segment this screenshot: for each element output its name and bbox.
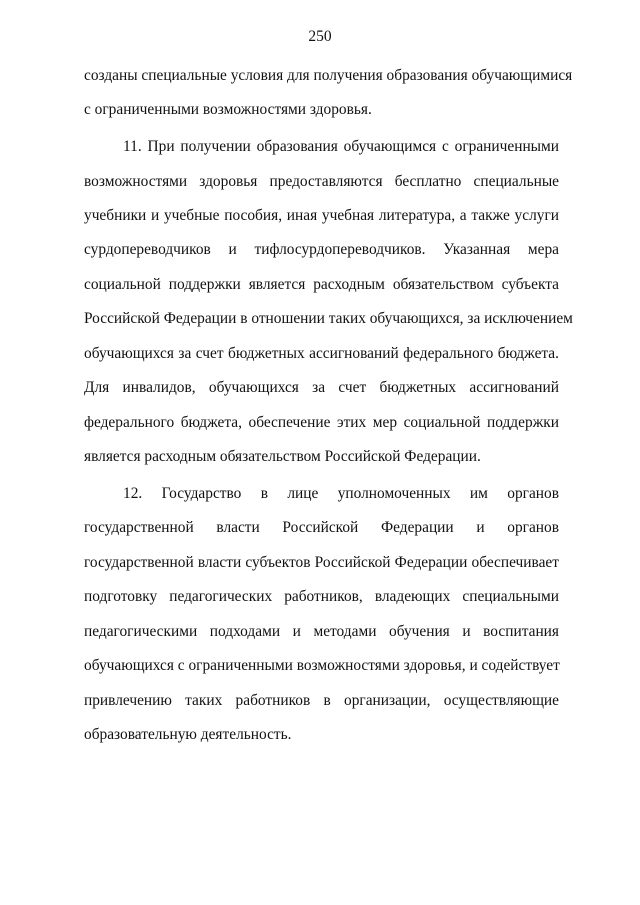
text-line: Российской Федерации в отношении таких обучающихся, за исключением — [84, 310, 573, 327]
text-line: федерального бюджета, обеспечение этих мер социальной поддержки — [84, 414, 559, 431]
text-line: сурдопереводчиков и тифлосурдопереводчиков. Указанная мера — [84, 241, 559, 258]
text-line: обучающихся за счет бюджетных ассигнований федерального бюджета. — [84, 345, 559, 362]
text-line: 11. При получении образования обучающимся с ограниченными — [123, 138, 559, 155]
text-line: образовательную деятельность. — [84, 726, 292, 743]
text-line: государственной власти субъектов Российской Федерации обеспечивает — [84, 554, 559, 571]
text-line: созданы специальные условия для получения образования обучающимися — [84, 67, 573, 84]
text-line: социальной поддержки является расходным обязательством субъекта — [84, 276, 559, 293]
text-line: учебники и учебные пособия, иная учебная литература, а также услуги — [84, 207, 559, 224]
text-line: обучающихся с ограниченными возможностями здоровья, и содействует — [84, 657, 560, 674]
text-line: 12. Государство в лице уполномоченных им органов — [123, 485, 559, 502]
text-line: педагогическими подходами и методами обучения и воспитания — [84, 623, 559, 640]
text-line: привлечению таких работников в организации, осуществляющие — [84, 692, 559, 709]
text-line: подготовку педагогических работников, владеющих специальными — [84, 588, 559, 605]
text-line: является расходным обязательством Российской Федерации. — [84, 448, 481, 465]
text-line: возможностями здоровья предоставляются бесплатно специальные — [84, 173, 559, 190]
page-number: 250 — [308, 28, 332, 45]
text-line: с ограниченными возможностями здоровья. — [84, 101, 372, 118]
text-line: государственной власти Российской Федерации и органов — [84, 519, 559, 536]
text-line: Для инвалидов, обучающихся за счет бюджетных ассигнований — [84, 379, 559, 396]
